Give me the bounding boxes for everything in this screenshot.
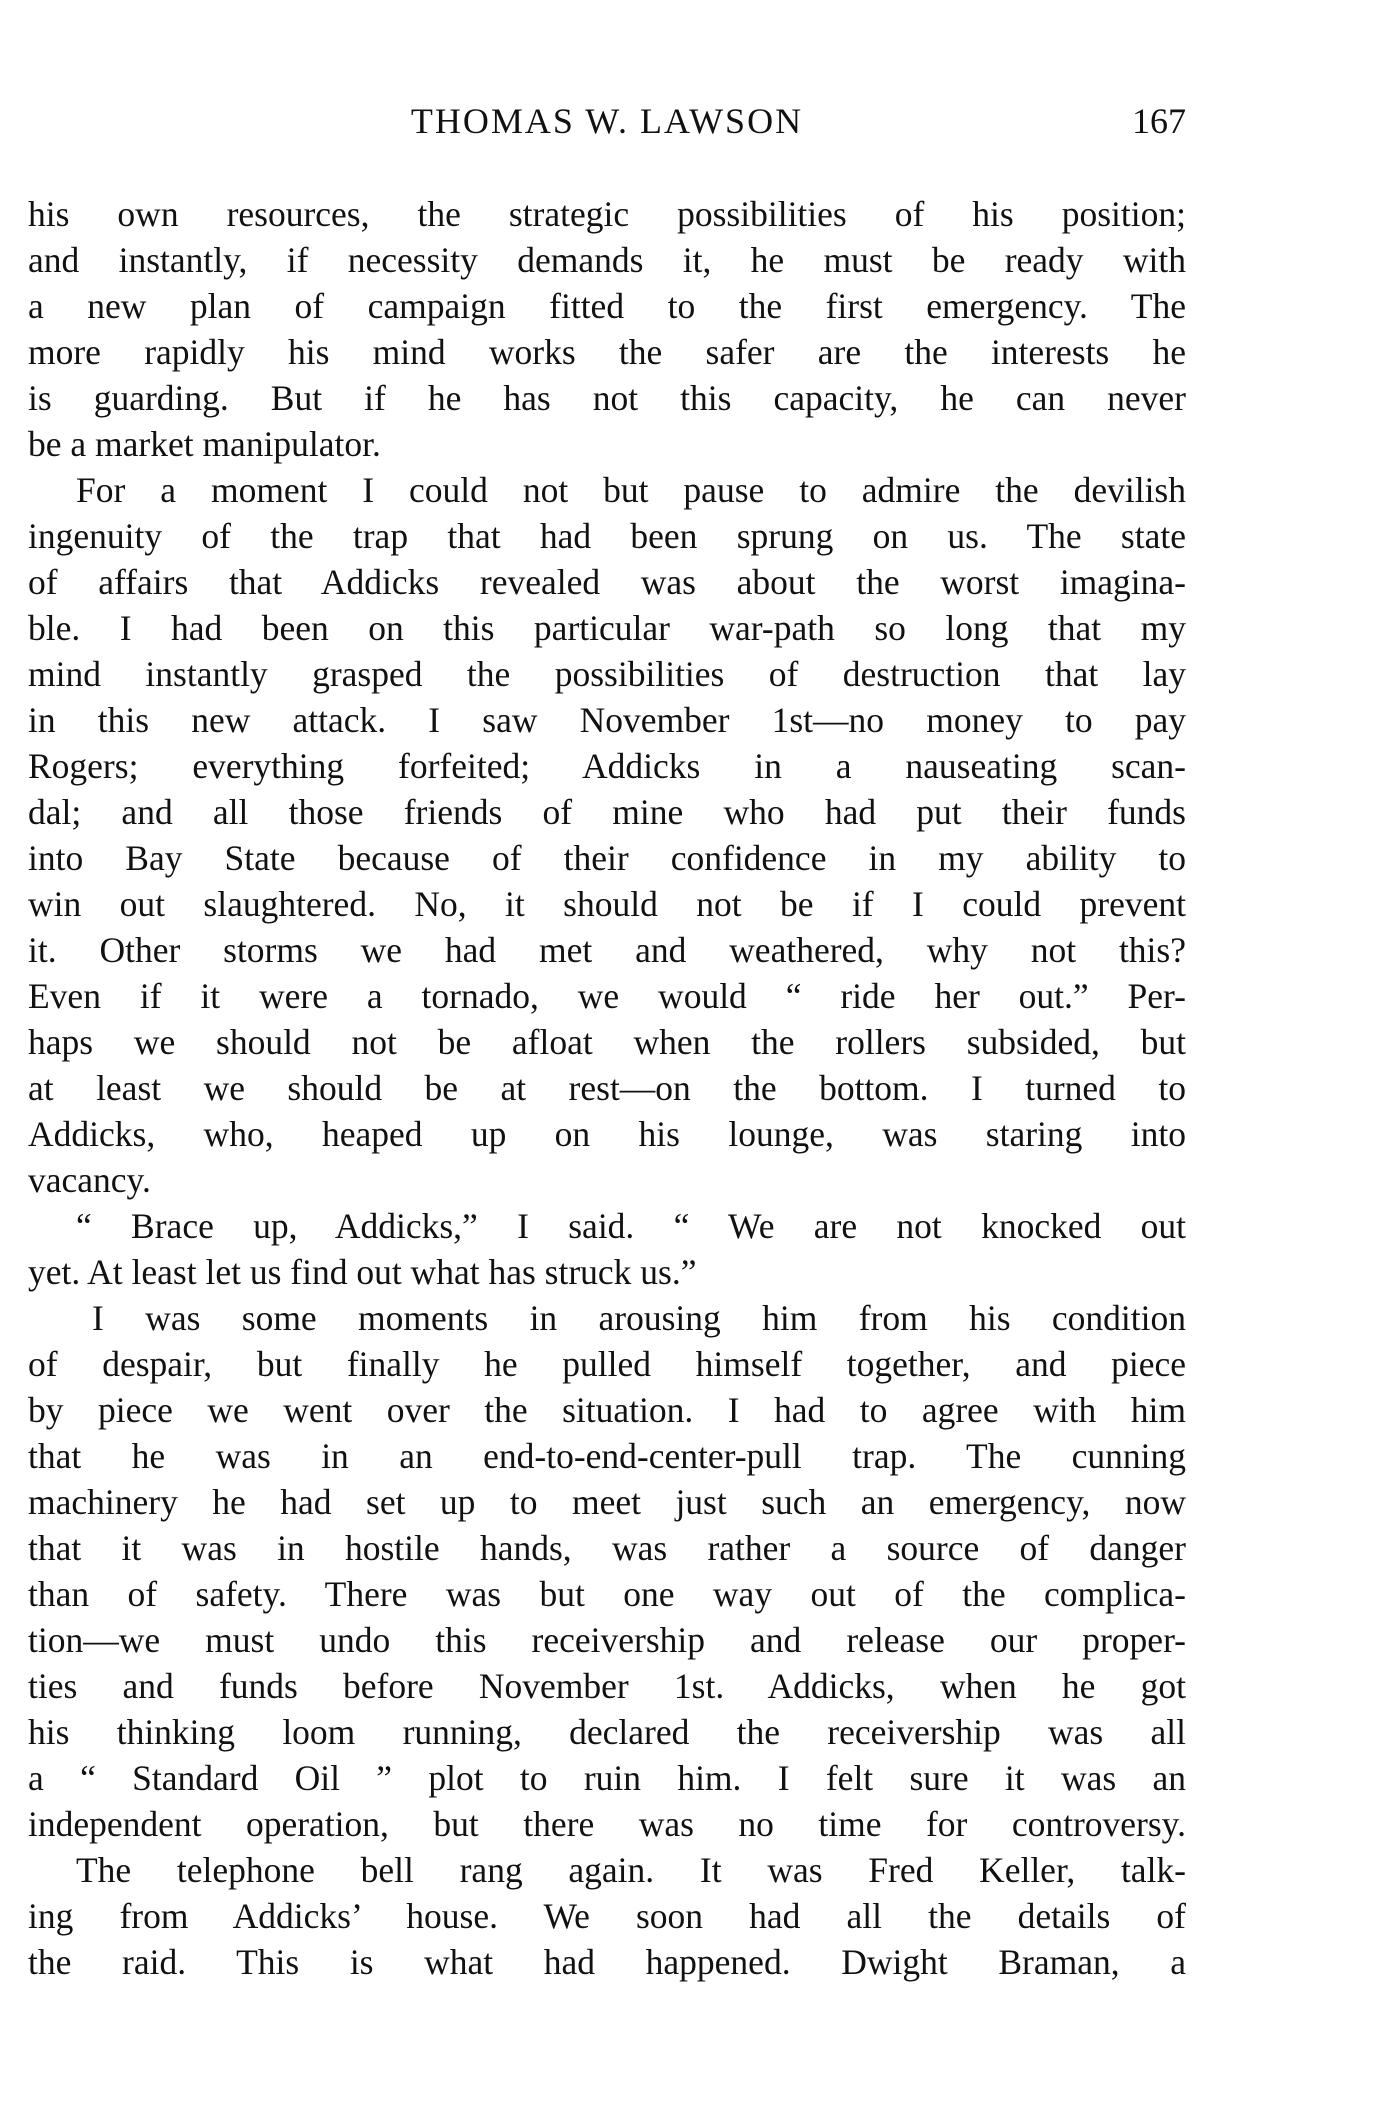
text-line: The telephone bell rang again. It was Fred Keller, talk- [76,1850,1186,1890]
text-line: independent operation, but there was no time for controversy. [28,1804,1186,1844]
text-line: dal; and all those friends of mine who had put their funds [28,792,1186,832]
text-line: haps we should not be afloat when the rollers subsided, but [28,1022,1186,1062]
text-line: into Bay State because of their confidence in my ability to [28,838,1186,878]
text-line: yet. At least let us find out what has struck us.” [28,1252,697,1292]
text-line: a “ Standard Oil ” plot to ruin him. I felt sure it was an [28,1758,1186,1798]
text-line: at least we should be at rest—on the bottom. I turned to [28,1068,1186,1108]
text-line: that it was in hostile hands, was rather a source of danger [28,1528,1186,1568]
text-line: in this new attack. I saw November 1st—no money to pay [28,700,1186,740]
text-line: ties and funds before November 1st. Addicks, when he got [28,1666,1186,1706]
text-line: For a moment I could not but pause to admire the devilish [76,470,1186,510]
text-line: Even if it were a tornado, we would “ ride her out.” Per- [28,976,1186,1016]
text-line: tion—we must undo this receivership and release our proper- [28,1620,1186,1660]
page-number: 167 [1132,101,1186,141]
text-line: that he was in an end-to-end-center-pull trap. The cunning [28,1436,1186,1476]
running-title: THOMAS W. LAWSON [410,101,804,141]
text-line: more rapidly his mind works the safer are the interests he [28,332,1186,372]
text-line: mind instantly grasped the possibilities of destruction that lay [28,654,1186,694]
text-line: ing from Addicks’ house. We soon had all the details of [28,1896,1186,1936]
text-line: it. Other storms we had met and weathered, why not this? [28,930,1186,970]
text-line: the raid. This is what had happened. Dwight Braman, a [28,1942,1186,1982]
text-line: of affairs that Addicks revealed was about the worst imagina- [28,562,1186,602]
text-line: his thinking loom running, declared the receivership was all [28,1712,1186,1752]
text-line: his own resources, the strategic possibilities of his position; [28,194,1186,234]
running-head [28,96,1186,146]
text-line: is guarding. But if he has not this capacity, he can never [28,378,1186,418]
text-line: than of safety. There was but one way out of the complica- [28,1574,1186,1614]
text-line: ble. I had been on this particular war-path so long that my [28,608,1186,648]
text-line: of despair, but finally he pulled himself together, and piece [28,1344,1186,1384]
text-line: Addicks, who, heaped up on his lounge, was staring into [28,1114,1186,1154]
text-line: “ Brace up, Addicks,” I said. “ We are not knocked out [76,1206,1186,1246]
text-line: ingenuity of the trap that had been sprung on us. The state [28,516,1186,556]
text-line: I was some moments in arousing him from his condition [92,1298,1186,1338]
text-line: vacancy. [28,1160,151,1200]
text-line: machinery he had set up to meet just such an emergency, now [28,1482,1186,1522]
body-text [28,191,1186,1985]
text-line: Rogers; everything forfeited; Addicks in a nauseating scan- [28,746,1186,786]
text-line: and instantly, if necessity demands it, he must be ready with [28,240,1186,280]
text-line: win out slaughtered. No, it should not be if I could prevent [28,884,1186,924]
text-line: be a market manipulator. [28,424,381,464]
text-line: by piece we went over the situation. I had to agree with him [28,1390,1186,1430]
text-line: a new plan of campaign fitted to the first emergency. The [28,286,1186,326]
